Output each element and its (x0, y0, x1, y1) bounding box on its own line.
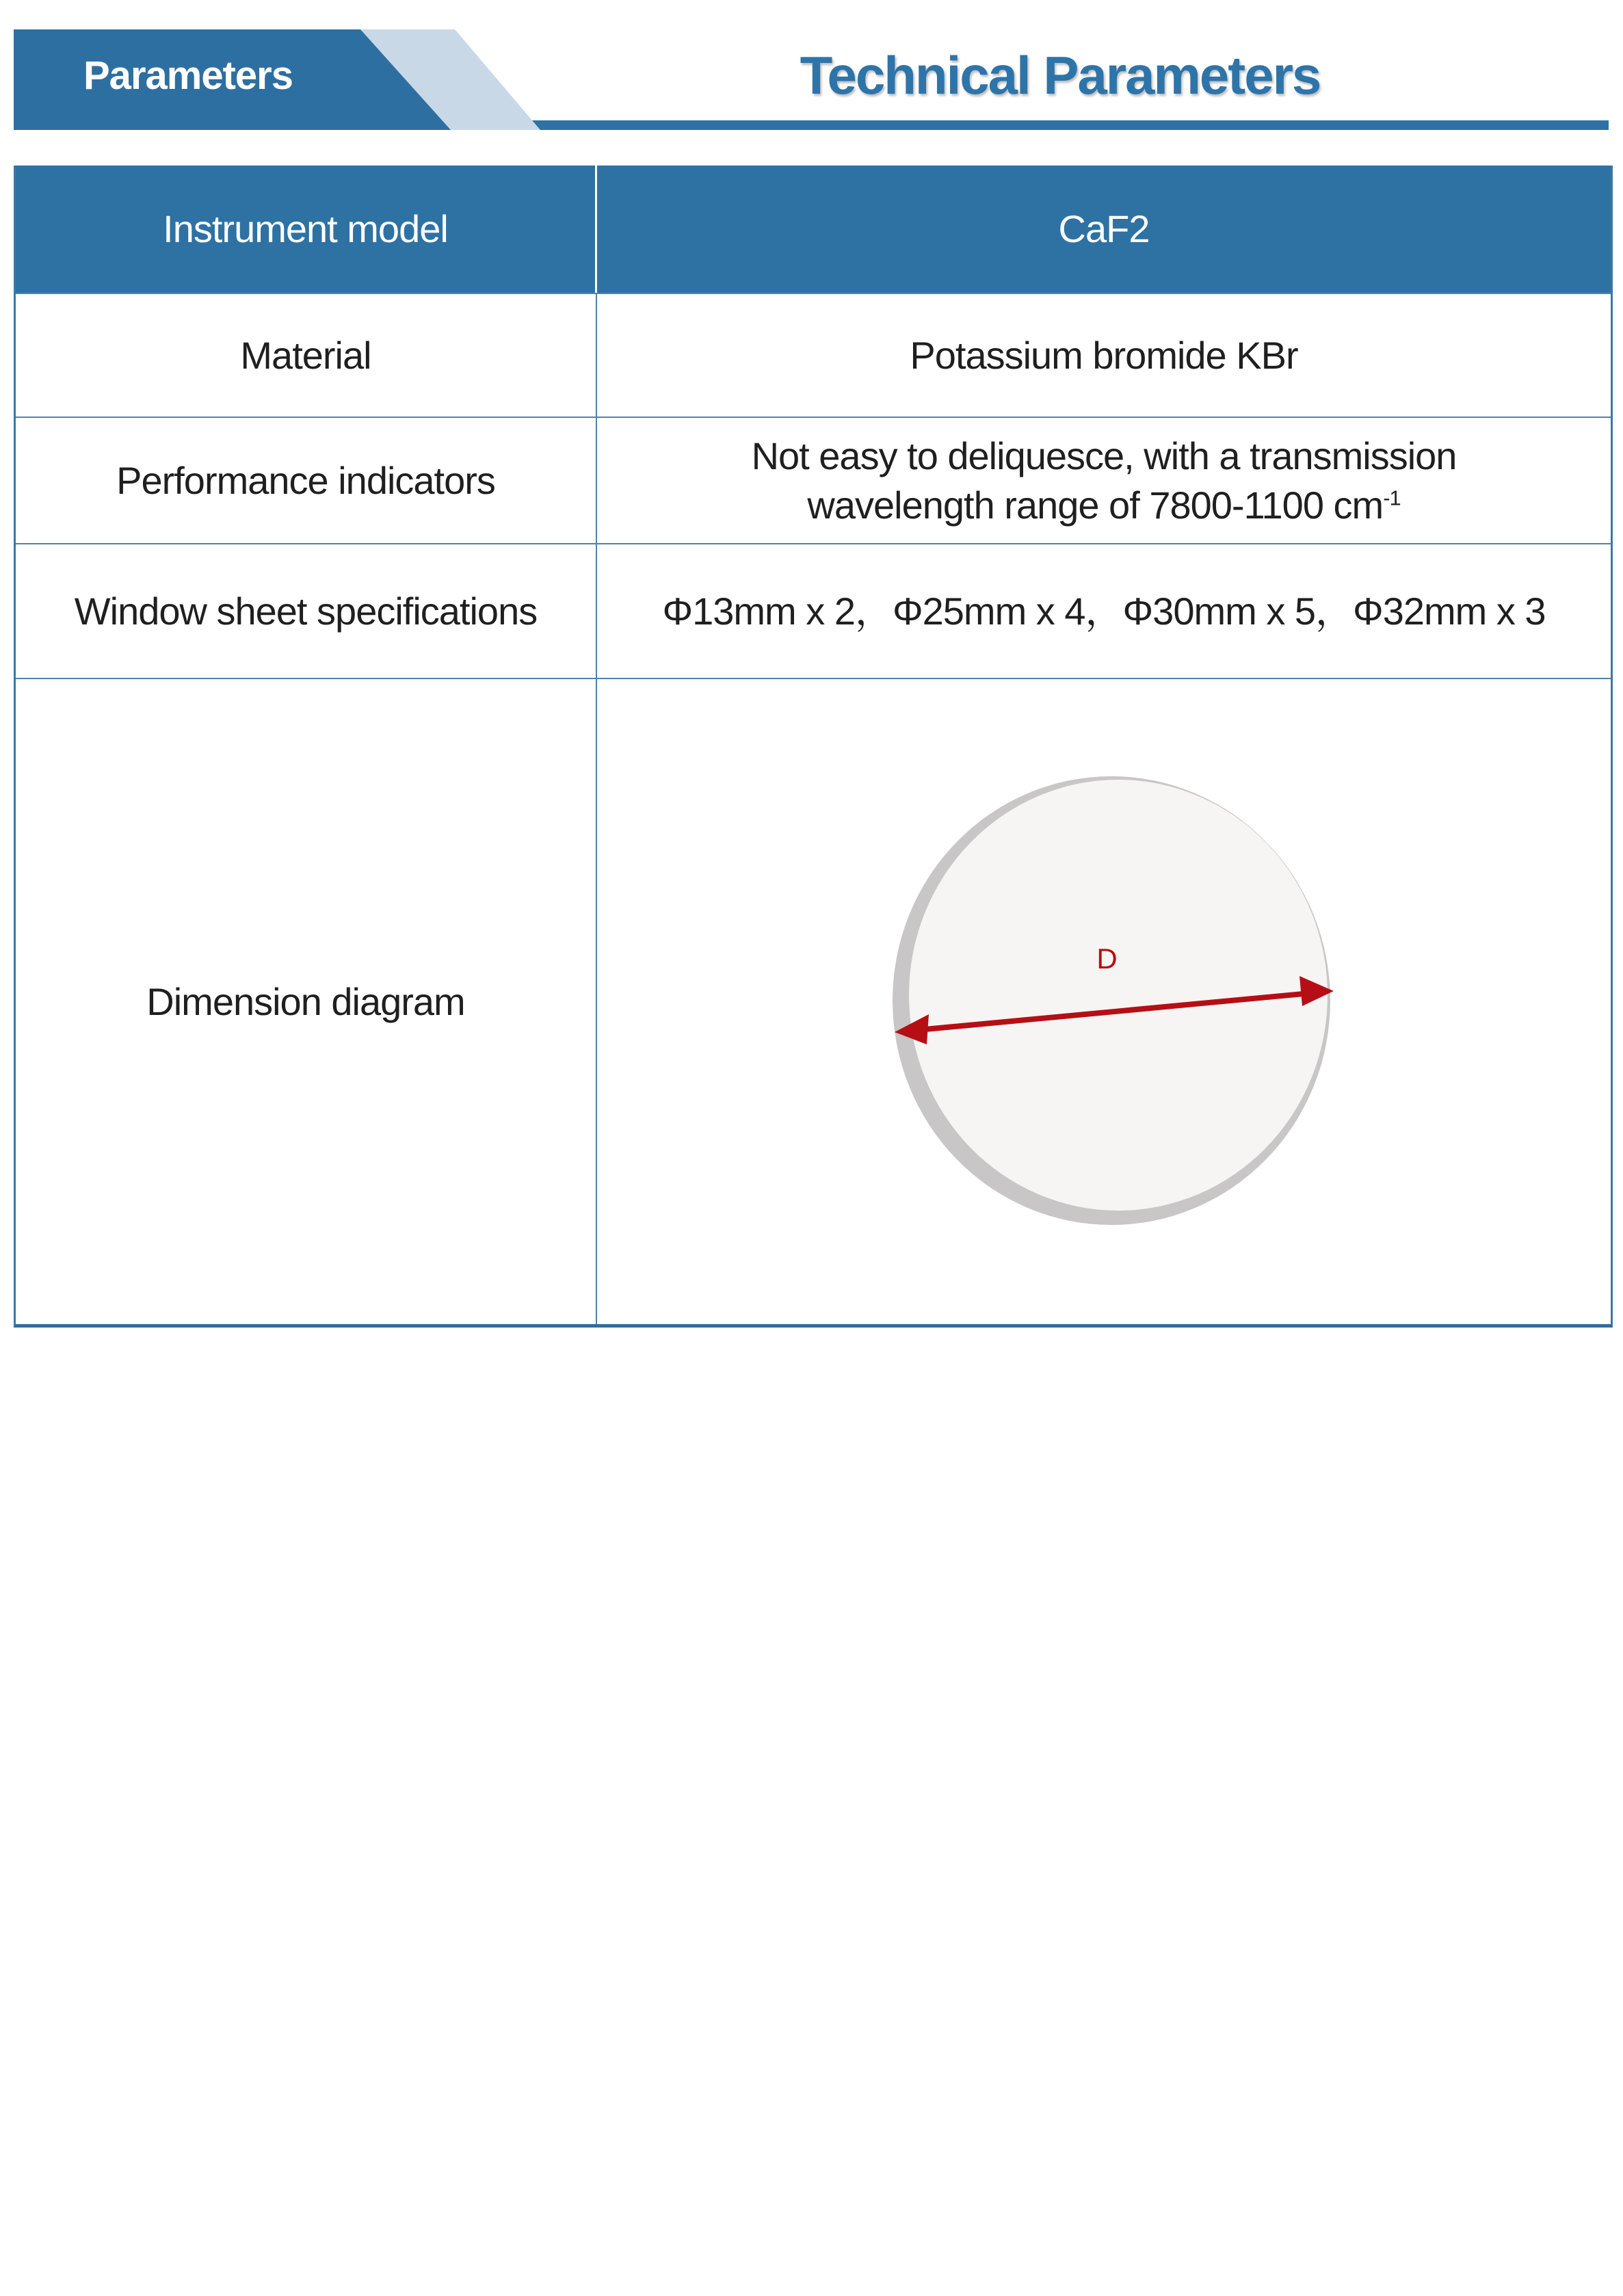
row-value: Potassium bromide KBr (910, 333, 1298, 377)
row-label: Dimension diagram (16, 679, 597, 1324)
banner-label: Parameters (83, 53, 293, 98)
row-label: Window sheet specifications (16, 544, 597, 678)
diameter-label: D (1096, 942, 1117, 975)
row-label: Performance indicators (16, 418, 597, 543)
header-cell-label: Instrument model (16, 166, 597, 293)
row-value-superscript: -1 (1383, 485, 1401, 510)
table-row (16, 417, 1611, 543)
table-header-row (16, 166, 1611, 293)
row-value-text: Not easy to deliquesce, with a transmission wavelength range of 7800-1100 cm (751, 434, 1457, 527)
row-label: Material (16, 294, 597, 417)
table-row (16, 293, 1611, 417)
table-row (16, 543, 1611, 678)
header-cell-value: CaF2 (1058, 207, 1150, 251)
dimension-diagram (597, 679, 1611, 1324)
table-row (16, 678, 1611, 1324)
disc-illustration (871, 760, 1356, 1239)
row-value-diagram (597, 679, 1611, 1324)
row-value: Φ13mm x 2，Φ25mm x 4，Φ30mm x 5，Φ32mm x 3 (662, 589, 1546, 633)
page-title: Technical Parameters (800, 44, 1321, 105)
parameters-table (14, 166, 1613, 1328)
row-value (597, 418, 1611, 543)
